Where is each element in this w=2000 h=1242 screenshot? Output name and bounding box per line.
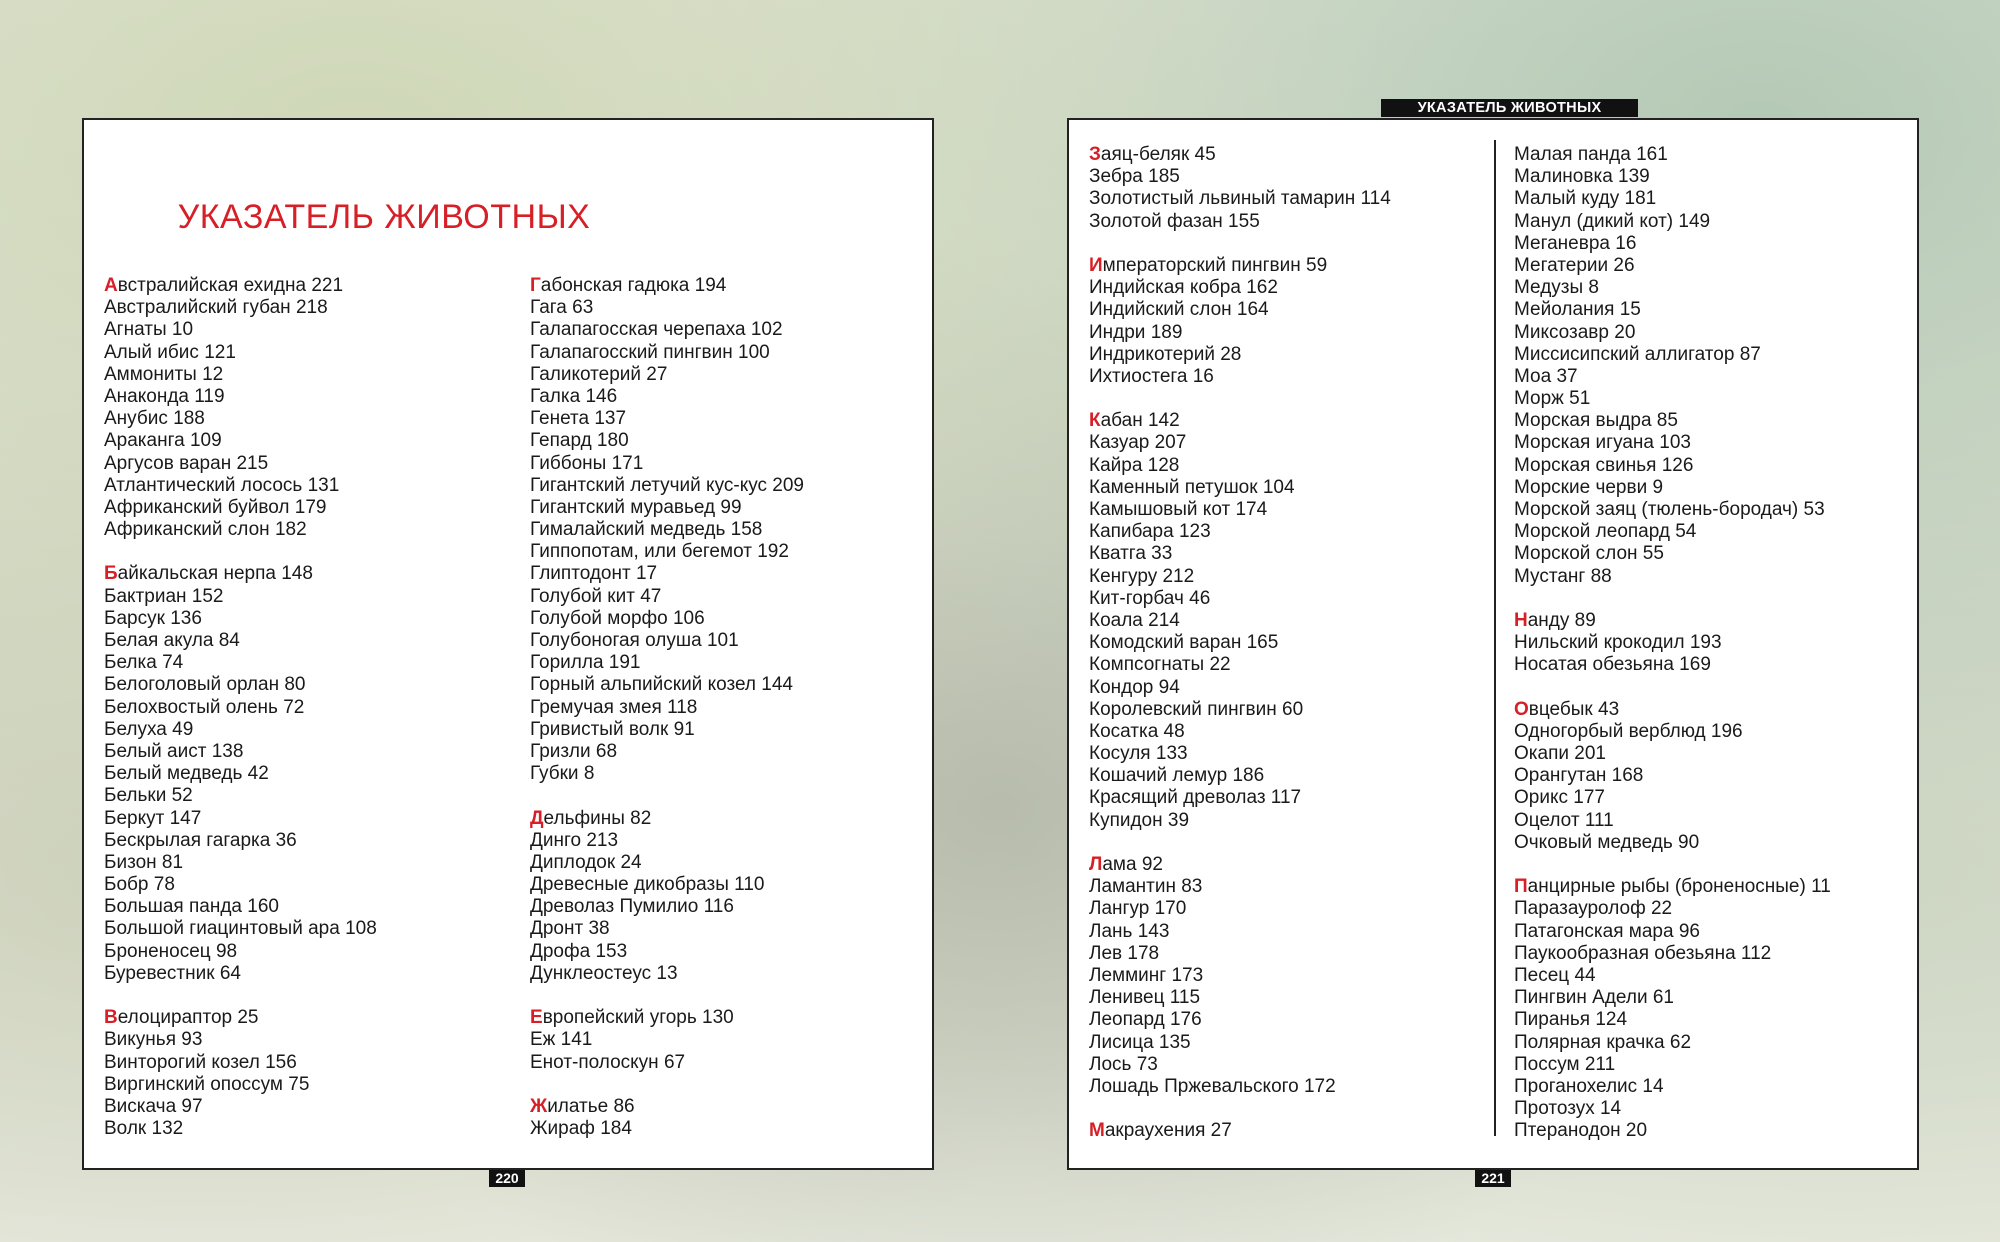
index-entry: Морской заяц (тюлень-бородач) 53 [1514,499,1825,520]
index-entry: Гризли 68 [530,740,618,762]
index-entry: Манул (дикий кот) 149 [1514,210,1711,232]
index-entry: Компсогнаты 22 [1089,654,1231,676]
entry-text: акраухения 27 [1104,1120,1232,1142]
index-entry: Большой гиацинтовый ара 108 [104,918,377,940]
index-entry: Дронт 38 [530,918,610,940]
index-entry [104,1007,377,1029]
index-entry: Кошачий лемур 186 [1089,765,1265,787]
index-entry: Жираф 184 [530,1118,632,1140]
entry-spacer [1514,588,1831,610]
index-entry: Виргинский опоссум 75 [104,1073,310,1095]
index-entry: Беркут 147 [104,807,202,829]
index-entry: Диплодок 24 [530,851,642,873]
index-column-1 [104,275,377,1140]
index-entry: Протозух 14 [1514,1098,1622,1120]
index-entry: Орикс 177 [1514,787,1605,809]
index-entry: Моа 37 [1514,365,1578,387]
index-entry: Броненосец 98 [104,940,238,962]
index-entry: Белохвостый олень 72 [104,696,305,718]
index-entry: Галапагосский пингвин 100 [530,341,770,363]
entry-text: вцебык 43 [1528,698,1620,720]
index-entry: Голубоногая олуша 101 [530,630,739,651]
index-entry: Носатая обезьяна 169 [1514,654,1711,676]
index-entry: Миксозавр 20 [1514,321,1636,343]
index-entry: Винторогий козел 156 [104,1051,297,1073]
index-entry: Индри 189 [1089,321,1183,343]
index-entry: Бактриан 152 [104,585,224,607]
page-title: УКАЗАТЕЛЬ ЖИВОТНЫХ [177,198,591,236]
entry-text: анцирные рыбы (броненосные) 11 [1527,876,1831,898]
page-number-right: 221 [1475,1170,1511,1187]
index-entry: Гривистый волк 91 [530,718,695,740]
index-entry: Комодский варан 165 [1089,632,1279,654]
index-entry: Орангутан 168 [1514,765,1644,787]
index-entry: Атлантический лосось 131 [104,474,340,496]
index-entry: Енот-полоскун 67 [530,1051,686,1073]
index-entry: Оцелот 111 [1514,809,1614,831]
entry-initial-letter: Г [530,275,541,296]
index-entry: Лисица 135 [1089,1031,1191,1053]
index-entry: Бобр 78 [104,874,175,896]
index-entry: Купидон 39 [1089,809,1190,831]
index-entry: Гепард 180 [530,430,629,452]
entry-spacer [1089,388,1391,410]
index-entry: Древесные дикобразы 110 [530,874,765,896]
index-entry: Алый ибис 121 [104,341,236,363]
index-entry [104,563,377,585]
index-entry: Анубис 188 [104,408,205,430]
index-entry: Птеранодон 20 [1514,1120,1648,1142]
index-entry: Морская свинья 126 [1514,454,1694,476]
index-entry: Галикотерий 27 [530,363,668,385]
index-entry: Дрофа 153 [530,940,628,962]
index-entry: Морская игуана 103 [1514,432,1691,454]
index-entry [530,275,804,297]
index-entry [1514,876,1831,898]
index-entry: Дунклеостеус 13 [530,962,678,984]
index-entry: Гиббоны 171 [530,452,644,474]
entry-text: мператорский пингвин 59 [1102,254,1328,276]
index-entry: Индийская кобра 162 [1089,277,1278,299]
index-entry: Косуля 133 [1089,743,1188,765]
section-header-label: УКАЗАТЕЛЬ ЖИВОТНЫХ [1381,99,1638,117]
index-entry: Лань 143 [1089,920,1170,942]
entry-text: ама 92 [1102,854,1163,875]
index-entry: Казуар 207 [1089,432,1187,454]
entry-initial-letter: В [104,1007,118,1029]
index-entry: Малый куду 181 [1514,188,1657,210]
index-entry [530,1096,804,1118]
entry-spacer [530,1074,804,1096]
index-entry: Паразауролоф 22 [1514,898,1673,920]
index-entry: Золотой фазан 155 [1089,210,1260,232]
index-entry: Леопард 176 [1089,1009,1202,1031]
index-entry: Патагонская мара 96 [1514,920,1700,942]
entry-spacer [530,985,804,1007]
index-entry: Полярная крачка 62 [1514,1031,1692,1053]
index-entry: Динго 213 [530,829,619,851]
index-entry [1514,699,1831,721]
entry-text: аяц-беляк 45 [1100,144,1216,165]
index-entry: Королевский пингвин 60 [1089,698,1304,720]
index-entry [530,1007,804,1029]
index-entry: Косатка 48 [1089,720,1185,742]
index-entry: Генета 137 [530,408,627,430]
entry-spacer [530,785,804,807]
index-entry: Анаконда 119 [104,385,225,407]
index-entry: Камышовый кот 174 [1089,499,1268,520]
index-entry: Бизон 81 [104,851,184,873]
entry-initial-letter: Б [104,563,118,585]
index-column-2 [530,275,804,1140]
left-page [82,118,934,1170]
entry-initial-letter: Л [1089,854,1103,875]
index-entry: Кондор 94 [1089,676,1180,698]
index-entry: Ламантин 83 [1089,876,1203,898]
index-entry: Миссисипский аллигатор 87 [1514,343,1761,365]
entry-text: ельфины 82 [543,807,652,829]
index-entry: Кенгуру 212 [1089,565,1195,587]
index-entry: Малиновка 139 [1514,166,1650,188]
index-entry: Гага 63 [530,297,594,319]
index-entry: Лошадь Пржевальского 172 [1089,1075,1336,1097]
page-number-left: 220 [489,1170,525,1187]
index-entry: Коала 214 [1089,609,1180,631]
entry-initial-letter: А [104,275,118,296]
index-entry: Голубой кит 47 [530,585,662,607]
entry-spacer [104,541,377,563]
index-entry: Каменный петушок 104 [1089,476,1295,498]
index-entry: Мейолания 15 [1514,299,1641,321]
index-entry: Бескрылая гагарка 36 [104,829,297,851]
index-entry: Одногорбый верблюд 196 [1514,720,1743,742]
entry-initial-letter: П [1514,876,1528,898]
index-entry: Голубой морфо 106 [530,607,705,629]
index-entry: Галапагосская черепаха 102 [530,319,783,341]
entry-text: вропейский угорь 130 [542,1007,734,1029]
index-entry: Лось 73 [1089,1053,1158,1075]
entry-initial-letter: О [1514,698,1529,720]
index-entry: Мегатерии 26 [1514,254,1635,276]
index-entry [1514,610,1831,632]
entry-text: илатье 86 [547,1095,635,1117]
index-entry: Гималайский медведь 158 [530,519,763,541]
index-entry: Галка 146 [530,385,618,407]
index-entry: Морские черви 9 [1514,476,1664,498]
index-entry [1089,144,1391,166]
index-entry: Австралийский губан 218 [104,297,328,319]
index-entry: Волк 132 [104,1118,184,1140]
index-entry [1089,255,1391,277]
index-entry: Меганевра 16 [1514,232,1637,254]
index-entry: Проганохелис 14 [1514,1075,1664,1097]
index-entry: Белоголовый орлан 80 [104,674,306,696]
index-entry: Гигантский летучий кус-кус 209 [530,474,804,496]
index-entry [530,808,804,830]
entry-initial-letter: Н [1514,609,1528,631]
index-entry: Белый аист 138 [104,740,244,762]
index-entry: Аммониты 12 [104,363,224,385]
index-entry: Белый медведь 42 [104,763,269,785]
index-entry [104,275,377,297]
index-entry: Индрикотерий 28 [1089,343,1242,365]
index-entry: Ленивец 115 [1089,987,1201,1009]
index-entry: Поссум 211 [1514,1053,1616,1075]
index-entry: Горный альпийский козел 144 [530,674,793,696]
entry-initial-letter: Е [530,1007,543,1029]
index-entry: Кит-горбач 46 [1089,587,1211,609]
index-column-4 [1514,144,1831,1142]
index-entry [1089,1120,1391,1142]
index-entry: Мустанг 88 [1514,565,1612,587]
entry-initial-letter: Д [530,807,544,829]
index-entry: Гремучая змея 118 [530,696,698,718]
index-entry: Ихтиостега 16 [1089,365,1214,387]
index-entry: Медузы 8 [1514,277,1599,299]
column-divider [1494,140,1496,1136]
index-entry: Песец 44 [1514,964,1596,986]
entry-text: встралийская ехидна 221 [117,275,344,296]
entry-spacer [1089,832,1391,854]
index-entry [1089,854,1391,876]
index-entry: Большая панда 160 [104,896,279,918]
index-entry: Очковый медведь 90 [1514,831,1700,853]
entry-text: абонская гадюка 194 [540,275,727,296]
entry-text: айкальская нерпа 148 [117,563,313,585]
index-entry: Белка 74 [104,652,184,674]
index-entry: Еж 141 [530,1029,593,1051]
index-entry: Капибара 123 [1089,521,1211,543]
index-entry: Бельки 52 [104,785,193,807]
index-entry: Морж 51 [1514,388,1591,410]
index-entry [1089,410,1391,432]
entry-spacer [1514,854,1831,876]
index-entry: Буревестник 64 [104,962,241,984]
index-entry: Красящий древолаз 117 [1089,787,1302,809]
entry-initial-letter: Ж [530,1095,548,1117]
entry-initial-letter: М [1089,1120,1105,1142]
index-entry: Глиптодонт 17 [530,563,658,585]
entry-spacer [1089,233,1391,255]
index-entry: Барсук 136 [104,607,202,629]
index-entry: Белая акула 84 [104,630,240,651]
index-entry: Лангур 170 [1089,898,1187,920]
index-entry: Паукообразная обезьяна 112 [1514,942,1772,964]
entry-spacer [1089,1098,1391,1120]
index-column-3 [1089,144,1391,1142]
index-entry: Окапи 201 [1514,743,1606,765]
index-entry: Нильский крокодил 193 [1514,632,1722,654]
index-entry: Лемминг 173 [1089,964,1204,986]
index-entry: Морская выдра 85 [1514,410,1678,432]
index-entry: Вискача 97 [104,1095,203,1117]
entry-spacer [1514,677,1831,699]
entry-initial-letter: И [1089,254,1103,276]
index-entry: Малая панда 161 [1514,144,1668,165]
index-entry: Морской слон 55 [1514,543,1664,565]
index-entry: Кайра 128 [1089,454,1180,476]
index-entry: Золотистый львиный тамарин 114 [1089,188,1391,210]
index-entry: Пиранья 124 [1514,1009,1628,1031]
index-entry: Африканский буйвол 179 [104,496,327,518]
index-entry: Гиппопотам, или бегемот 192 [530,541,789,563]
index-entry: Аргусов варан 215 [104,452,269,474]
index-entry: Древолаз Пумилио 116 [530,896,734,918]
index-entry: Губки 8 [530,763,595,785]
entry-text: анду 89 [1527,609,1596,631]
entry-text: абан 142 [1100,410,1180,432]
entry-text: елоцираптор 25 [117,1007,259,1029]
entry-spacer [104,985,377,1007]
entry-initial-letter: З [1089,144,1101,165]
index-entry: Зебра 185 [1089,166,1180,188]
index-entry: Викунья 93 [104,1029,203,1051]
index-entry: Агнаты 10 [104,319,194,341]
index-entry: Гигантский муравьед 99 [530,496,742,518]
index-entry: Пингвин Адели 61 [1514,987,1674,1009]
index-entry: Кватга 33 [1089,543,1173,565]
index-entry: Лев 178 [1089,942,1160,964]
index-entry: Африканский слон 182 [104,519,307,541]
entry-initial-letter: К [1089,410,1101,432]
index-entry: Белуха 49 [104,718,194,740]
index-entry: Араканга 109 [104,430,222,452]
index-entry: Индийский слон 164 [1089,299,1269,321]
index-entry: Морской леопард 54 [1514,521,1697,543]
index-entry: Горилла 191 [530,652,641,674]
right-page [1067,118,1919,1170]
